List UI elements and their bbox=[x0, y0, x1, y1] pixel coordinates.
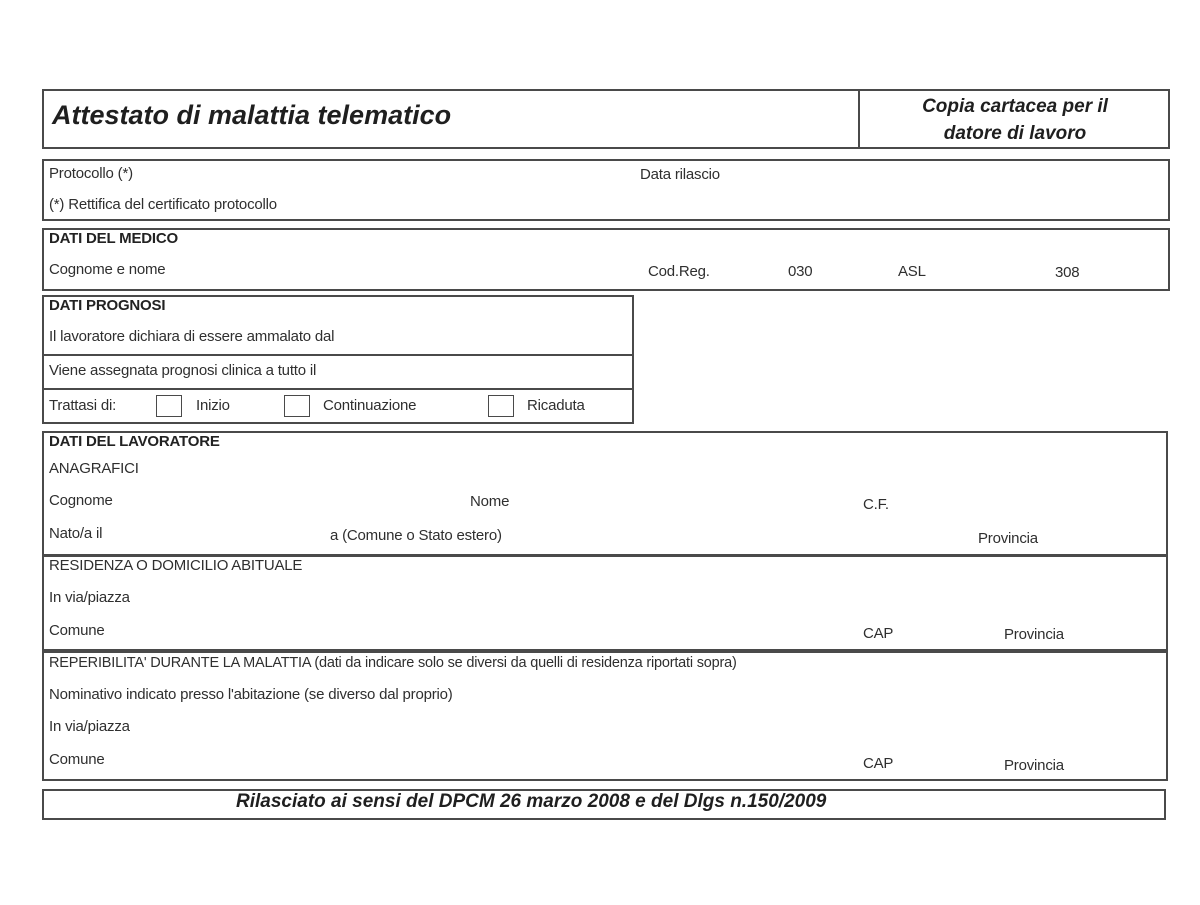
form-title: Attestato di malattia telematico bbox=[52, 100, 452, 130]
protocollo-label: Protocollo (*) bbox=[49, 165, 133, 182]
medico-box bbox=[42, 228, 1170, 291]
nato-label: Nato/a il bbox=[49, 525, 103, 542]
residenza-via-label: In via/piazza bbox=[49, 589, 130, 606]
cf-label: C.F. bbox=[863, 496, 889, 513]
asl-label: ASL bbox=[898, 263, 926, 280]
prognosi-tutto-label: Viene assegnata prognosi clinica a tutto il bbox=[49, 362, 317, 379]
reperibilita-heading: REPERIBILITA' DURANTE LA MALATTIA (dati da indicare solo se diversi da quelli di residenza riportati sopra) bbox=[49, 655, 737, 671]
lavoratore-heading: DATI DEL LAVORATORE bbox=[49, 433, 220, 450]
ammalato-dal-label: Il lavoratore dichiara di essere ammalato dal bbox=[49, 328, 335, 345]
footer-text: Rilasciato ai sensi del DPCM 26 marzo 2008 e del Dlgs n.150/2009 bbox=[236, 791, 827, 812]
reperibilita-comune-label: Comune bbox=[49, 751, 105, 768]
inizio-checkbox[interactable] bbox=[156, 395, 182, 417]
copy-label-line1: Copia cartacea per il bbox=[922, 96, 1108, 117]
cod-reg-label: Cod.Reg. bbox=[648, 263, 710, 280]
cod-reg-value: 030 bbox=[788, 263, 813, 280]
residenza-cap-label: CAP bbox=[863, 625, 894, 642]
data-rilascio-label: Data rilascio bbox=[640, 166, 720, 183]
reperibilita-cap-label: CAP bbox=[863, 755, 894, 772]
medico-heading: DATI DEL MEDICO bbox=[49, 230, 178, 247]
nome-label: Nome bbox=[470, 493, 510, 510]
residenza-provincia-label: Provincia bbox=[1004, 626, 1064, 643]
lavoratore-provincia-label: Provincia bbox=[978, 530, 1038, 547]
ricaduta-checkbox[interactable] bbox=[488, 395, 514, 417]
comune-stato-label: a (Comune o Stato estero) bbox=[330, 527, 502, 544]
ricaduta-label: Ricaduta bbox=[527, 397, 585, 414]
prognosi-divider-1 bbox=[42, 354, 634, 356]
reperibilita-provincia-label: Provincia bbox=[1004, 757, 1064, 774]
prognosi-divider-2 bbox=[42, 388, 634, 390]
cognome-label: Cognome bbox=[49, 492, 113, 509]
continuazione-label: Continuazione bbox=[323, 397, 417, 414]
header-divider bbox=[858, 89, 860, 149]
residenza-comune-label: Comune bbox=[49, 622, 105, 639]
medico-cognome-nome-label: Cognome e nome bbox=[49, 261, 166, 278]
inizio-label: Inizio bbox=[196, 397, 230, 414]
copy-label-line2: datore di lavoro bbox=[943, 123, 1087, 144]
continuazione-checkbox[interactable] bbox=[284, 395, 310, 417]
copy-label bbox=[862, 93, 1168, 147]
nominativo-label: Nominativo indicato presso l'abitazione (se diverso dal proprio) bbox=[49, 686, 453, 703]
residenza-heading: RESIDENZA O DOMICILIO ABITUALE bbox=[49, 557, 303, 574]
anagrafici-label: ANAGRAFICI bbox=[49, 460, 139, 477]
trattasi-label: Trattasi di: bbox=[49, 397, 117, 414]
reperibilita-via-label: In via/piazza bbox=[49, 718, 130, 735]
asl-value: 308 bbox=[1055, 264, 1080, 281]
prognosi-heading: DATI PROGNOSI bbox=[49, 297, 166, 314]
rettifica-label: (*) Rettifica del certificato protocollo bbox=[49, 196, 277, 213]
